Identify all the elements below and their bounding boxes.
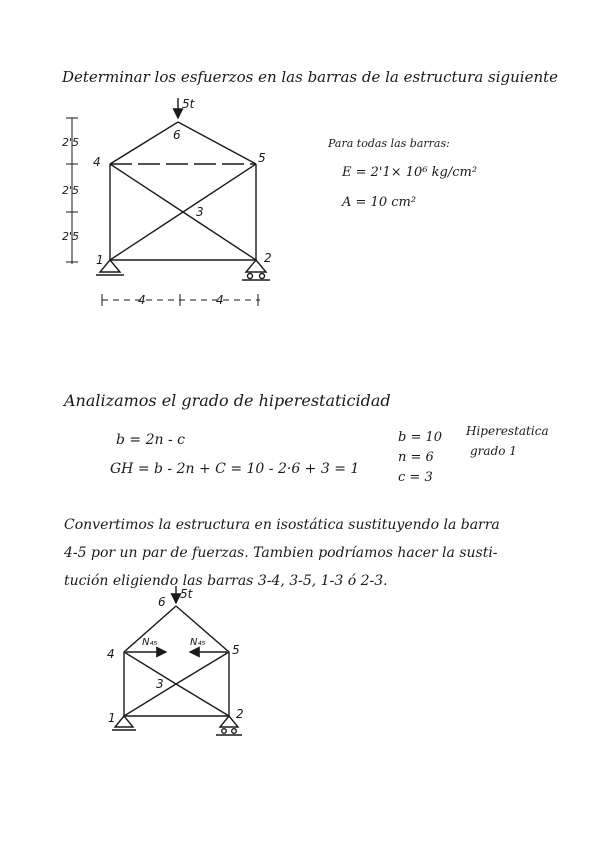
bar-4-6	[110, 122, 178, 164]
load-label-1: 5t	[182, 97, 195, 111]
bar2-4-3	[124, 652, 176, 684]
node2-label-6: 6	[158, 595, 166, 609]
dim-vertical-1: 2'5	[62, 136, 80, 149]
truss-diagram-2	[112, 586, 242, 735]
value-c: c = 3	[398, 470, 433, 485]
node2-label-2: 2	[236, 707, 244, 721]
analysis-heading: Analizamos el grado de hiperestaticidad	[64, 391, 391, 410]
bar2-3-2	[176, 684, 229, 716]
bar2-1-3	[124, 684, 176, 716]
dim-vertical-3: 2'5	[62, 230, 80, 243]
bar-1-3	[110, 212, 183, 260]
equation-bars: b = 2n - c	[116, 432, 185, 448]
conversion-line-2: 4-5 por un par de fuerzas. Tambien podríamos hacer la susti-	[64, 545, 498, 561]
properties-heading: Para todas las barras:	[328, 137, 450, 150]
node-label-4: 4	[93, 155, 101, 169]
bar-3-5	[183, 164, 256, 212]
conversion-line-1: Convertimos la estructura en isostática sustituyendo la barra	[64, 517, 500, 533]
support-2	[246, 260, 266, 272]
dim-horizontal-2: 4	[216, 293, 224, 307]
node2-label-5: 5	[232, 643, 240, 657]
bar-3-2	[183, 212, 256, 260]
node-label-2: 2	[264, 251, 272, 265]
force-label-left: N₄₅	[142, 637, 158, 648]
support2-1	[115, 716, 133, 727]
node-label-1: 1	[96, 253, 104, 267]
node2-label-1: 1	[108, 711, 116, 725]
node-label-3: 3	[196, 205, 204, 219]
area-value: A = 10 cm²	[342, 195, 417, 210]
result-degree: grado 1	[470, 444, 517, 458]
dim-horizontal-1: 4	[138, 293, 146, 307]
modulus-value: E = 2'1× 10⁶ kg/cm²	[342, 165, 478, 180]
dim-vertical-2: 2'5	[62, 184, 80, 197]
value-b: b = 10	[398, 430, 443, 445]
truss-diagram-1	[66, 98, 270, 306]
node-label-6: 6	[173, 128, 181, 142]
conversion-line-3: tución eligiendo las barras 3-4, 3-5, 1-3 ó 2-3.	[64, 573, 388, 589]
node2-label-3: 3	[156, 677, 164, 691]
node2-label-4: 4	[107, 647, 115, 661]
result-type: Hiperestatica	[466, 424, 549, 438]
load-label-2: 5t	[180, 587, 193, 601]
bar2-3-5	[176, 652, 229, 684]
page-title: Determinar los esfuerzos en las barras de la estructura siguiente	[62, 68, 559, 86]
value-n: n = 6	[398, 450, 434, 465]
equation-degree: GH = b - 2n + C = 10 - 2·6 + 3 = 1	[110, 461, 360, 477]
node-label-5: 5	[258, 151, 266, 165]
force-label-right: N₄₅	[190, 637, 206, 648]
bar-4-3	[110, 164, 183, 212]
bar-6-5	[178, 122, 256, 164]
